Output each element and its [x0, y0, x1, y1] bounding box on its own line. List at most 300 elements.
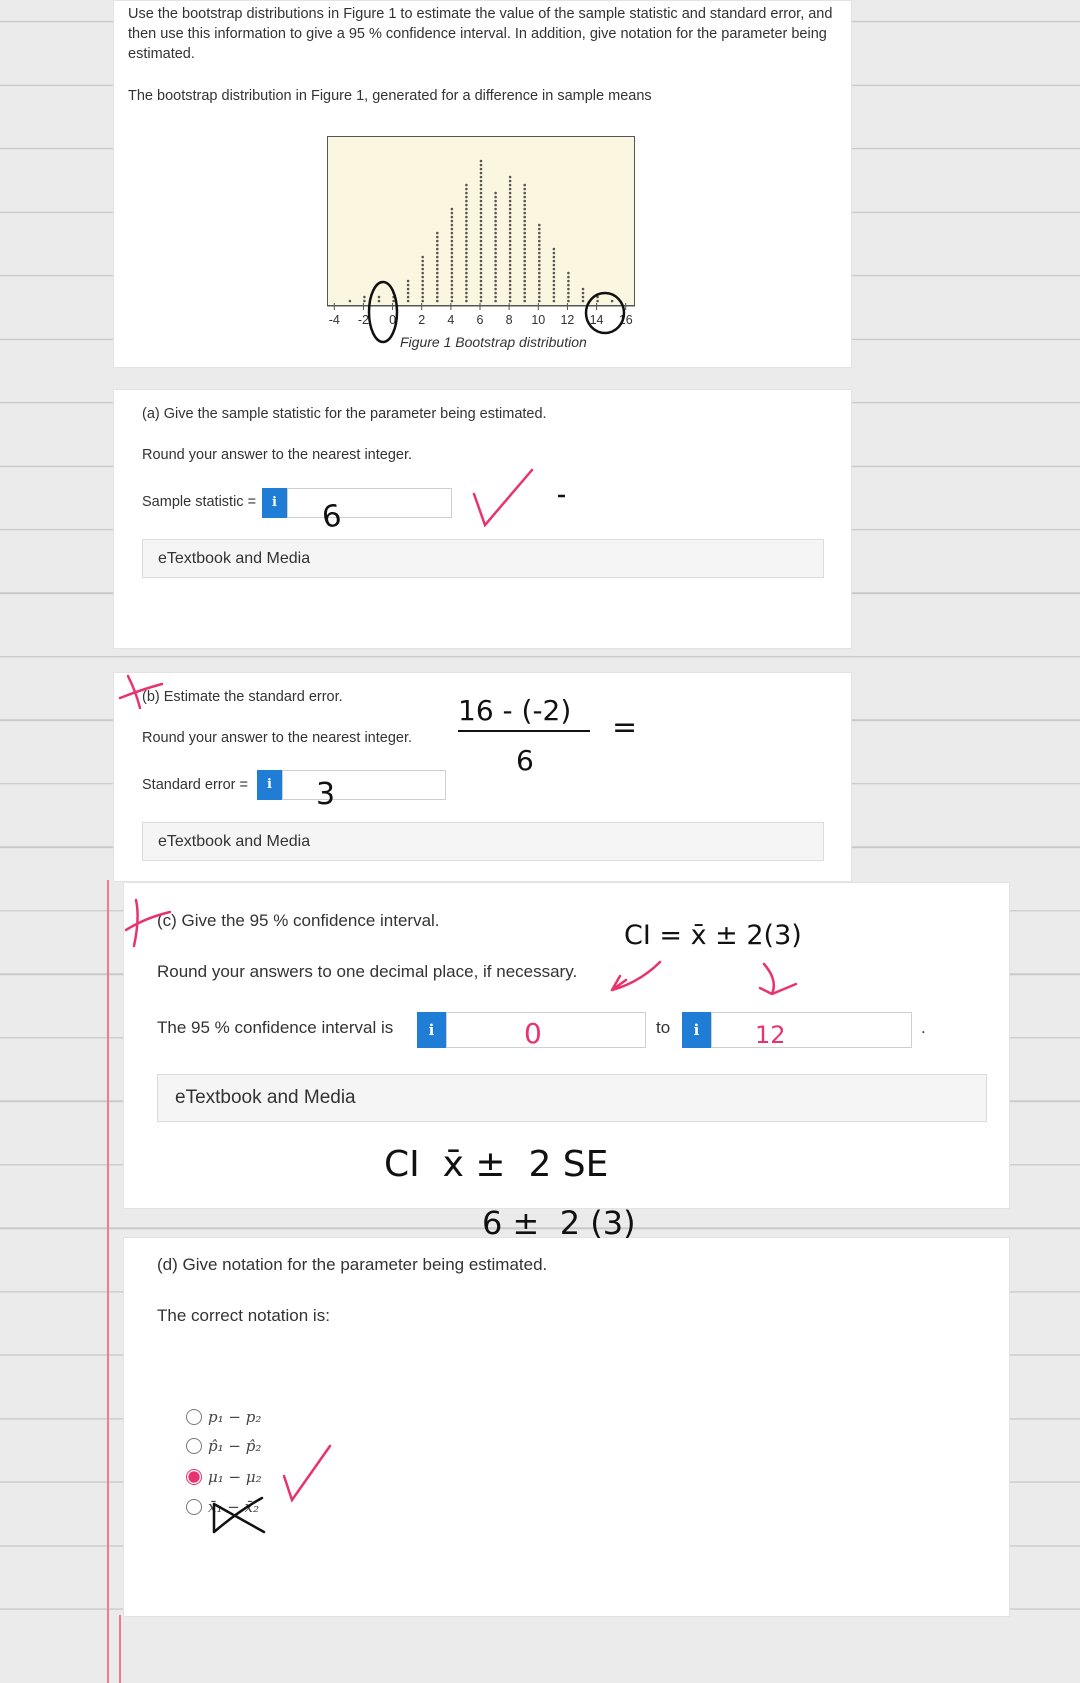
dot: [480, 224, 483, 227]
dot: [451, 272, 454, 275]
dot: [567, 284, 570, 287]
dot: [421, 288, 424, 291]
dot: [509, 228, 512, 231]
part-d-panel: [123, 1237, 1010, 1617]
dot: [523, 252, 526, 255]
dot: [538, 244, 541, 247]
part-a-round-note: Round your answer to the nearest integer.: [142, 447, 413, 463]
dot: [494, 284, 497, 287]
standard-error-answer: 3: [316, 777, 336, 812]
dot: [509, 244, 512, 247]
dot: [480, 252, 483, 255]
dot: [523, 260, 526, 263]
dot: [451, 232, 454, 235]
dot: [553, 272, 556, 275]
dot: [509, 180, 512, 183]
dot: [480, 168, 483, 171]
dot: [465, 200, 468, 203]
ci-upper-info-button[interactable]: i: [682, 1012, 711, 1048]
option-label: μ₁ − μ₂: [208, 1468, 262, 1486]
dot: [480, 228, 483, 231]
dot: [538, 288, 541, 291]
part-c-etextbook-link[interactable]: eTextbook and Media: [157, 1074, 987, 1122]
dot: [421, 256, 424, 259]
dot: [494, 240, 497, 243]
dot: [465, 268, 468, 271]
part-b-question: (b) Estimate the standard error.: [142, 689, 343, 705]
dot: [465, 196, 468, 199]
dot: [451, 248, 454, 251]
dot: [509, 236, 512, 239]
dot: [494, 268, 497, 271]
dot: [494, 236, 497, 239]
dot: [494, 248, 497, 251]
dot: [436, 288, 439, 291]
dot: [465, 244, 468, 247]
dot: [582, 292, 585, 295]
dot: [553, 276, 556, 279]
part-d-prompt: The correct notation is:: [157, 1306, 330, 1325]
dot: [407, 280, 410, 283]
dot: [480, 292, 483, 295]
dot: [553, 264, 556, 267]
dot: [421, 268, 424, 271]
dot: [494, 196, 497, 199]
dot: [494, 208, 497, 211]
dot: [378, 296, 381, 299]
dot: [480, 212, 483, 215]
standard-error-input[interactable]: [282, 770, 446, 800]
part-c-question: (c) Give the 95 % confidence interval.: [157, 911, 440, 930]
dot: [465, 240, 468, 243]
dot: [494, 204, 497, 207]
dot: [451, 216, 454, 219]
dot: [538, 296, 541, 299]
dot: [538, 224, 541, 227]
standard-error-info-button[interactable]: i: [257, 770, 282, 800]
dot: [465, 276, 468, 279]
dot: [523, 288, 526, 291]
dot: [567, 296, 570, 299]
dot: [465, 228, 468, 231]
dot: [421, 284, 424, 287]
dotplot-svg: [328, 137, 634, 305]
dot: [465, 260, 468, 263]
dot: [494, 252, 497, 255]
dot: [494, 288, 497, 291]
dot: [465, 224, 468, 227]
dot: [538, 272, 541, 275]
dot: [523, 204, 526, 207]
dot: [509, 212, 512, 215]
notebook-margin-line-2: [119, 1615, 121, 1683]
dot: [480, 248, 483, 251]
dot: [436, 244, 439, 247]
dot: [538, 240, 541, 243]
option-label: p₁ − p₂: [208, 1408, 262, 1426]
tick-label: 14: [589, 313, 604, 327]
dot: [523, 208, 526, 211]
dot: [465, 296, 468, 299]
ci-work-line-2: 6 ± 2 (3): [482, 1204, 636, 1242]
dot: [494, 216, 497, 219]
dot: [509, 196, 512, 199]
ci-lower-input[interactable]: [446, 1012, 646, 1048]
dot: [451, 208, 454, 211]
dot: [480, 188, 483, 191]
dot: [523, 224, 526, 227]
confidence-interval-label: The 95 % confidence interval is: [157, 1018, 394, 1037]
part-a-question: (a) Give the sample statistic for the parameter being estimated.: [142, 406, 547, 422]
dot: [421, 272, 424, 275]
bootstrap-dotplot: [327, 136, 635, 306]
dot: [436, 296, 439, 299]
dot: [465, 204, 468, 207]
dot: [451, 296, 454, 299]
dot: [523, 188, 526, 191]
dot: [582, 296, 585, 299]
dot: [451, 212, 454, 215]
ci-lower-info-button[interactable]: i: [417, 1012, 446, 1048]
dot: [480, 296, 483, 299]
dot: [494, 296, 497, 299]
dot: [465, 284, 468, 287]
tick-label: -2: [357, 313, 369, 327]
standard-error-label: Standard error =: [142, 777, 248, 793]
dot: [436, 280, 439, 283]
dot: [465, 288, 468, 291]
dot: [480, 236, 483, 239]
dot: [509, 296, 512, 299]
dot: [451, 292, 454, 295]
dot: [451, 264, 454, 267]
dot: [436, 240, 439, 243]
dot: [480, 268, 483, 271]
tick-label: -4: [328, 313, 340, 327]
dot: [421, 260, 424, 263]
radio-button-selected[interactable]: [186, 1469, 202, 1485]
dot: [421, 296, 424, 299]
dot: [553, 284, 556, 287]
dot: [509, 252, 512, 255]
sample-statistic-input[interactable]: [287, 488, 452, 518]
dot: [363, 296, 366, 299]
dot: [480, 256, 483, 259]
dot: [553, 280, 556, 283]
dot: [480, 272, 483, 275]
dot: [451, 260, 454, 263]
dot: [494, 244, 497, 247]
dot: [480, 276, 483, 279]
dot: [509, 268, 512, 271]
tick-label: 10: [531, 313, 546, 327]
dotplot-axis: [327, 301, 637, 311]
part-b-etextbook-link[interactable]: eTextbook and Media: [142, 822, 824, 861]
dot: [465, 220, 468, 223]
dot: [465, 248, 468, 251]
option-xbar1-minus-xbar2[interactable]: [186, 1498, 259, 1516]
dot: [509, 200, 512, 203]
dot: [451, 268, 454, 271]
dot: [480, 260, 483, 263]
radio-button[interactable]: [186, 1409, 202, 1425]
dot: [509, 176, 512, 179]
dot: [480, 244, 483, 247]
dot: [480, 204, 483, 207]
dot: [553, 292, 556, 295]
dot: [480, 284, 483, 287]
dot: [538, 264, 541, 267]
ci-formula-note: CI = x̄ ± 2(3): [624, 920, 802, 951]
dot: [567, 288, 570, 291]
dot: [523, 220, 526, 223]
dot: [421, 276, 424, 279]
dot: [494, 224, 497, 227]
ci-upper-input[interactable]: [711, 1012, 912, 1048]
dot: [480, 220, 483, 223]
dot: [553, 296, 556, 299]
dot: [436, 256, 439, 259]
dot: [494, 192, 497, 195]
dot: [509, 280, 512, 283]
dot: [436, 248, 439, 251]
dot: [538, 276, 541, 279]
part-d-question: (d) Give notation for the parameter being estimated.: [157, 1255, 548, 1274]
dot: [509, 284, 512, 287]
option-label: x̄₁ − x̄₂: [208, 1498, 260, 1516]
dot: [465, 216, 468, 219]
dot: [494, 200, 497, 203]
dot: [509, 204, 512, 207]
dot: [567, 272, 570, 275]
dot: [538, 284, 541, 287]
dot: [436, 272, 439, 275]
dot: [523, 228, 526, 231]
dot: [567, 276, 570, 279]
dot: [465, 188, 468, 191]
dot: [582, 288, 585, 291]
dot: [407, 284, 410, 287]
part-b-round-note: Round your answer to the nearest integer.: [142, 730, 413, 746]
dot: [436, 276, 439, 279]
dot: [480, 240, 483, 243]
dot: [494, 212, 497, 215]
dot: [465, 256, 468, 259]
dot: [480, 280, 483, 283]
dot: [465, 192, 468, 195]
dot: [451, 288, 454, 291]
dot: [480, 192, 483, 195]
dot: [436, 260, 439, 263]
dot: [567, 280, 570, 283]
dot: [523, 296, 526, 299]
dot: [509, 184, 512, 187]
dot: [451, 224, 454, 227]
dot: [480, 200, 483, 203]
figure-intro-text: The bootstrap distribution in Figure 1, generated for a difference in sample means: [128, 88, 652, 104]
dot: [523, 256, 526, 259]
dot: [451, 236, 454, 239]
dot: [465, 292, 468, 295]
dot: [480, 180, 483, 183]
ci-upper-answer: 12: [755, 1021, 786, 1049]
tick-label: 16: [618, 313, 633, 327]
scratch-denominator: 6: [516, 744, 534, 777]
radio-button[interactable]: [186, 1499, 202, 1515]
dot: [421, 292, 424, 295]
dot: [523, 292, 526, 295]
dot: [509, 276, 512, 279]
dot: [523, 280, 526, 283]
dot: [494, 232, 497, 235]
dot: [465, 280, 468, 283]
option-phat1-minus-phat2[interactable]: [186, 1437, 261, 1455]
dot: [436, 232, 439, 235]
dot: [523, 236, 526, 239]
dot: [567, 292, 570, 295]
dot: [494, 260, 497, 263]
dot: [436, 252, 439, 255]
sample-statistic-label: Sample statistic =: [142, 494, 257, 510]
dot: [451, 244, 454, 247]
dot: [553, 248, 556, 251]
dot: [480, 216, 483, 219]
dot: [392, 296, 395, 299]
dot: [480, 208, 483, 211]
dot: [553, 252, 556, 255]
part-a-etextbook-link[interactable]: eTextbook and Media: [142, 539, 824, 578]
dot: [407, 292, 410, 295]
dot: [509, 240, 512, 243]
dot: [538, 236, 541, 239]
dot: [509, 264, 512, 267]
dot: [436, 236, 439, 239]
dot: [494, 280, 497, 283]
dot: [465, 184, 468, 187]
dot: [523, 284, 526, 287]
ci-to-label: to: [656, 1018, 671, 1037]
dot: [523, 200, 526, 203]
dot: [553, 268, 556, 271]
dot: [553, 260, 556, 263]
dot: [523, 264, 526, 267]
radio-button[interactable]: [186, 1438, 202, 1454]
dot: [523, 232, 526, 235]
tick-label: 4: [447, 313, 455, 327]
dot: [480, 288, 483, 291]
dot: [465, 236, 468, 239]
dot: [436, 268, 439, 271]
dot: [436, 284, 439, 287]
dot: [509, 208, 512, 211]
dot: [509, 288, 512, 291]
dot: [494, 276, 497, 279]
dot: [538, 256, 541, 259]
dot: [523, 272, 526, 275]
dot: [509, 256, 512, 259]
dot: [465, 264, 468, 267]
dot: [494, 264, 497, 267]
dot: [465, 252, 468, 255]
option-mu1-minus-mu2[interactable]: [186, 1468, 262, 1486]
dot: [509, 220, 512, 223]
dot: [480, 176, 483, 179]
dot: [509, 260, 512, 263]
dot: [523, 216, 526, 219]
dot: [494, 292, 497, 295]
ci-work-line-1: CI x̄ ± 2 SE: [384, 1144, 609, 1185]
dot: [596, 296, 599, 299]
dot: [509, 248, 512, 251]
dot: [509, 232, 512, 235]
dot: [451, 280, 454, 283]
dot: [523, 240, 526, 243]
dot: [451, 228, 454, 231]
dot: [523, 248, 526, 251]
option-p1-minus-p2[interactable]: [186, 1408, 261, 1426]
scratch-equals: =: [612, 710, 638, 745]
part-a-panel: [113, 389, 852, 649]
ci-period: .: [921, 1018, 926, 1037]
dot: [538, 260, 541, 263]
dot: [480, 196, 483, 199]
sample-statistic-info-button[interactable]: i: [262, 488, 287, 518]
dot: [553, 256, 556, 259]
dot: [436, 292, 439, 295]
dot: [480, 164, 483, 167]
dot: [494, 272, 497, 275]
tick-label: 8: [505, 313, 513, 327]
dot: [509, 224, 512, 227]
dot: [451, 220, 454, 223]
dot: [480, 184, 483, 187]
part-c-round-note: Round your answers to one decimal place, if necessary.: [157, 962, 578, 981]
dot: [436, 264, 439, 267]
dot: [523, 184, 526, 187]
dot: [509, 188, 512, 191]
dot: [509, 216, 512, 219]
dot: [538, 280, 541, 283]
dot: [480, 264, 483, 267]
dot: [451, 284, 454, 287]
dot: [553, 288, 556, 291]
dot: [538, 228, 541, 231]
dot: [538, 268, 541, 271]
dot: [451, 256, 454, 259]
ci-lower-answer: 0: [524, 1017, 542, 1050]
tick-label: 12: [560, 313, 575, 327]
dot: [480, 160, 483, 163]
dot: [523, 244, 526, 247]
dot: [523, 192, 526, 195]
dot: [421, 280, 424, 283]
dot: [494, 256, 497, 259]
dot: [407, 296, 410, 299]
dot: [480, 172, 483, 175]
dot: [451, 276, 454, 279]
dot: [451, 252, 454, 255]
figure-caption: Figure 1 Bootstrap distribution: [400, 334, 587, 350]
tick-label: 6: [476, 313, 484, 327]
dot: [523, 212, 526, 215]
option-label: p̂₁ − p̂₂: [208, 1437, 262, 1455]
dot: [523, 276, 526, 279]
dot: [480, 232, 483, 235]
dot: [465, 212, 468, 215]
scratch-numerator: 16 - (-2): [458, 694, 572, 727]
dot: [523, 196, 526, 199]
dot: [538, 292, 541, 295]
